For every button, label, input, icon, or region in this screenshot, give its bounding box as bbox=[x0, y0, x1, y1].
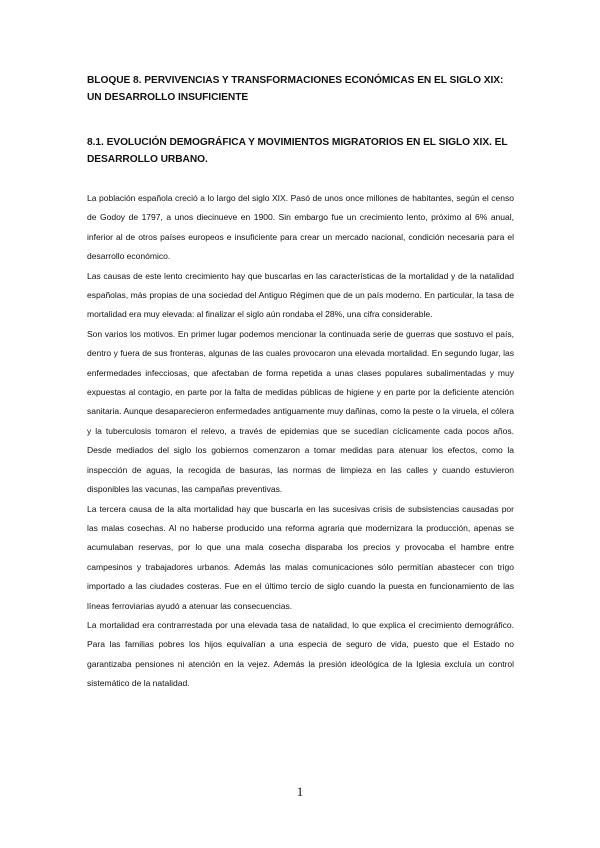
paragraph-natality: La mortalidad era contrarrestada por una elevada tasa de natalidad, lo que explica el crecimiento demográfico. Para las familias pobres los hijos equivalían a una especia de seguro de vida, puesto que el Estado no garantizaba pensiones ni atención en la vejez. Además la presión ideológica de la Iglesia excluía un control sistemático de la natalidad. bbox=[87, 619, 514, 689]
paragraph-population-growth: La población española creció a lo largo del siglo XIX. Pasó de unos once millones de habitantes, según el censo de Godoy de 1797, a unos diecinueve en 1900. Sin embargo fue un crecimiento lento, próximo al 6% anual, inferior al de otros países europeos e insuficiente para crear un mercado nacional, condición necesaria para el desarrollo económico. bbox=[87, 193, 514, 262]
paragraph-wars-diseases: Son varios los motivos. En primer lugar podemos mencionar la continuada serie de guerras que sostuvo el país, dentro y fuera de sus fronteras, algunas de las cuales provocaron una elevada mortalidad. En segundo lugar, las enfermedades infecciosas, que afectaban de forma repetida a unas clases populares subalimentadas y muy expuestas al contagio, en parte por la falta de medidas públicas de higiene y en parte por la deficiente atención sanitaria. Aunque desaparecieron enfermedades antiguamente muy dañinas, como la peste o la viruela, el cólera y la tuberculosis tomaron el relevo, a través de epidemias que se sucedían cíclicamente cada pocos años. Desde mediados del siglo los gobiernos comenzaron a tomar medidas para atenuar los efectos, como la inspección de aguas, la recogida de basuras, las normas de limpieza en las calles y cuando estuvieron disponibles las vacunas, las campañas preventivas. bbox=[87, 328, 514, 495]
paragraph-mortality-causes: Las causas de este lento crecimiento hay que buscarlas en las características de la mortalidad y de la natalidad españolas, más propias de una sociedad del Antiguo Régimen que de un país moderno. En particular, la tasa de mortalidad era muy elevada: al finalizar el siglo aún rondaba el 28%, una cifra considerable. bbox=[87, 270, 514, 320]
section-heading: 8.1. EVOLUCIÓN DEMOGRÁFICA Y MOVIMIENTOS MIGRATORIOS EN EL SIGLO XIX. EL DESARROLLO URBANO. bbox=[87, 137, 508, 165]
document-title: BLOQUE 8. PERVIVENCIAS Y TRANSFORMACIONES ECONÓMICAS EN EL SIGLO XIX: UN DESARROLLO INSUFICIENTE bbox=[87, 75, 504, 103]
page-number: 1 bbox=[296, 784, 304, 799]
page-content bbox=[87, 72, 514, 694]
body-text bbox=[87, 189, 514, 694]
paragraph-subsistence-crises: La tercera causa de la alta mortalidad hay que buscarla en las sucesivas crisis de subsistencias causadas por las malas cosechas. Al no haberse producido una reforma agraria que modernizara la producción, apenas se acumulaban reservas, por lo que una mala cosecha disparaba los precios y provocaba el hambre entre campesinos y trabajadores urbanos. Además las malas comunicaciones sólo permitían abastecer con trigo importado a las ciudades costeras. Fue en el último tercio de siglo cuando la puesta en funcionamiento de las líneas ferroviarias ayudó a atenuar las consecuencias. bbox=[87, 503, 514, 611]
